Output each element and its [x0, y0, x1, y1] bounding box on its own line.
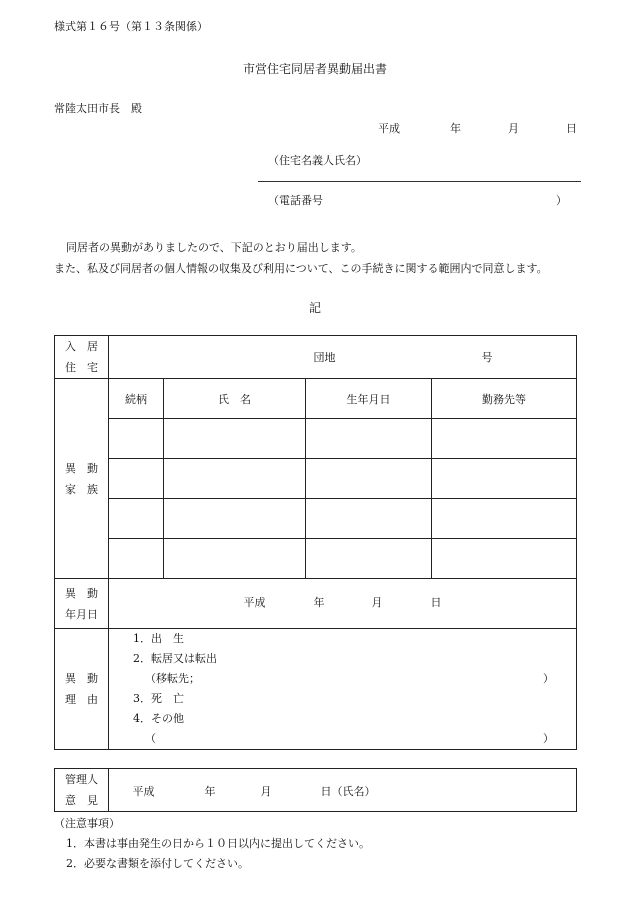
form-number: 様式第１６号（第１３条関係）	[54, 20, 208, 33]
family-row	[55, 539, 577, 579]
applicant-name-label: （住宅名義人氏名）	[268, 154, 367, 167]
workplace-cell[interactable]	[432, 499, 577, 539]
change-date-day: 日	[430, 595, 442, 609]
reason-move[interactable]: 2．転居又は転出	[133, 652, 217, 665]
notes-heading: （注意事項）	[54, 817, 120, 830]
intro-line-2: また、私及び同居者の個人情報の収集及び利用について、この手続きに関する範囲内で同意します。	[54, 262, 548, 275]
workplace-cell[interactable]	[432, 539, 577, 579]
change-date-year: 年	[313, 595, 325, 609]
relationship-cell[interactable]	[109, 499, 164, 539]
name-cell[interactable]	[164, 419, 306, 459]
name-cell[interactable]	[164, 539, 306, 579]
family-row	[55, 459, 577, 499]
applicant-phone-label: （電話番号	[268, 194, 323, 207]
manager-date-era: 平成	[132, 784, 155, 798]
family-row	[55, 499, 577, 539]
intro-line-1: 同居者の異動がありましたので、下記のとおり届出します。	[66, 241, 362, 254]
change-date-era: 平成	[243, 595, 266, 609]
manager-table	[54, 768, 577, 812]
birthdate-cell[interactable]	[306, 539, 432, 579]
manager-date-year: 年	[204, 784, 216, 798]
residence-label: 入 居 住 宅	[55, 336, 109, 379]
note-item-1: 1．本書は事由発生の日から１０日以内に提出してください。	[66, 837, 370, 850]
manager-date-day-name: 日（氏名）	[320, 784, 376, 798]
main-table	[54, 335, 577, 750]
reason-death[interactable]: 3．死 亡	[133, 692, 184, 705]
addressee: 常陸太田市長 殿	[54, 102, 142, 115]
reason-row	[55, 629, 577, 750]
change-date-row	[55, 579, 577, 629]
family-row	[55, 419, 577, 459]
relationship-cell[interactable]	[109, 419, 164, 459]
relationship-cell[interactable]	[109, 539, 164, 579]
reason-label: 異 動 理 由	[55, 629, 109, 750]
change-date-month: 月	[371, 595, 383, 609]
date-era: 平成	[378, 122, 400, 135]
relationship-cell[interactable]	[109, 459, 164, 499]
residence-row	[55, 336, 577, 379]
birthdate-cell[interactable]	[306, 459, 432, 499]
change-date-label: 異 動 年月日	[55, 579, 109, 629]
change-date-field[interactable]	[109, 579, 577, 629]
go-label: 号	[481, 350, 493, 364]
applicant-phone-close: ）	[556, 194, 567, 207]
note-item-2: 2．必要な書類を添付してください。	[66, 857, 249, 870]
manager-opinion-field[interactable]	[109, 769, 577, 812]
header-name: 氏 名	[164, 379, 306, 419]
birthdate-cell[interactable]	[306, 419, 432, 459]
reason-move-detail[interactable]: （移転先； ）	[145, 672, 554, 685]
date-month: 月	[508, 122, 519, 135]
reason-birth[interactable]: 1．出 生	[133, 632, 184, 645]
manager-label: 管理人 意 見	[55, 769, 109, 812]
danchi-label: 団地	[313, 350, 336, 364]
reason-other[interactable]: 4．その他	[133, 712, 184, 725]
birthdate-cell[interactable]	[306, 499, 432, 539]
header-birthdate: 生年月日	[306, 379, 432, 419]
family-header-row	[55, 379, 577, 419]
reason-other-detail[interactable]: （ ）	[145, 732, 554, 745]
name-cell[interactable]	[164, 499, 306, 539]
ki-heading: 記	[308, 301, 321, 315]
family-label: 異 動 家 族	[55, 379, 109, 579]
date-year: 年	[450, 122, 461, 135]
date-day: 日	[566, 122, 577, 135]
manager-date-month: 月	[260, 784, 272, 798]
header-relationship: 続柄	[109, 379, 164, 419]
reason-field[interactable]	[109, 629, 577, 750]
workplace-cell[interactable]	[432, 459, 577, 499]
name-cell[interactable]	[164, 459, 306, 499]
page-title: 市営住宅同居者異動届出書	[242, 62, 387, 76]
header-workplace: 勤務先等	[432, 379, 577, 419]
residence-field[interactable]	[109, 336, 577, 379]
applicant-name-line[interactable]	[258, 181, 581, 182]
workplace-cell[interactable]	[432, 419, 577, 459]
